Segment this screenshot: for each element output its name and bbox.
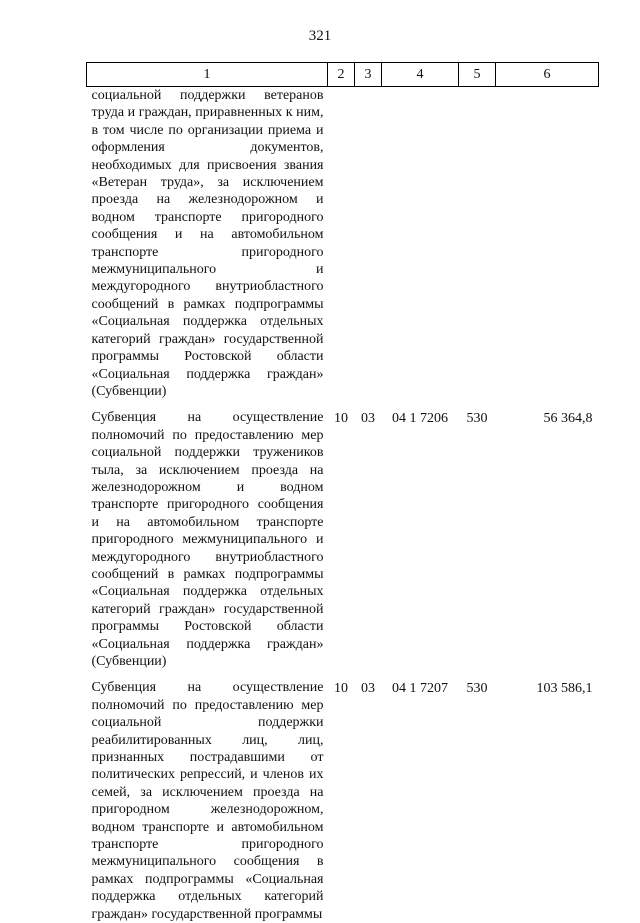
header-col-2: 2 bbox=[328, 63, 355, 87]
table-header-row bbox=[87, 63, 599, 87]
row-subsection: 03 bbox=[361, 411, 375, 427]
row-target-article: 04 1 7207 bbox=[392, 681, 448, 697]
row-section: 10 bbox=[334, 411, 348, 427]
row-expense-type: 530 bbox=[466, 411, 488, 427]
row-section: 10 bbox=[334, 681, 348, 697]
row-description: социальной поддержки ветеранов труда и граждан, приравненных к ним, в том числе по организации приема и оформления документов, необходимых для присвоения звания «Ветеран труда», за исключением проезда на железнодорожном и водном транспорте пригородного сообщения и на автомобильном транспорте пригородного межмуниципального и междугородного внутриобластного сообщений в рамках подпрограммы «Социальная поддержка отдельных категорий граждан» государственной программы Ростовской области «Социальная поддержка граждан» (Субвенции) bbox=[91, 88, 324, 399]
row-subsection: 03 bbox=[361, 681, 375, 697]
row-amount bbox=[496, 87, 599, 401]
row-description: Субвенция на осуществление полномочий по предоставлению мер социальной поддержки тружеников тыла, за исключением проезда на железнодорожном и водном транспорте пригородного сообщения и на автомобильном транспорте пригородного межмуниципального и междугородного внутриобластного сообщений в рамках подпрограммы «Социальная поддержка отдельных категорий граждан» государственной программы Ростовской области «Социальная поддержка граждан» (Субвенции) bbox=[91, 410, 324, 669]
row-expense-type: 530 bbox=[466, 681, 488, 697]
header-col-3: 3 bbox=[355, 63, 382, 87]
row-amount: 56 364,8 bbox=[543, 411, 593, 427]
row-section bbox=[328, 87, 355, 401]
row-expense-type bbox=[459, 87, 496, 401]
page-number: 321 bbox=[308, 28, 332, 44]
header-col-5: 5 bbox=[459, 63, 496, 87]
row-target-article bbox=[382, 87, 459, 401]
table-row bbox=[87, 670, 599, 923]
row-target-article: 04 1 7206 bbox=[392, 411, 448, 427]
header-col-6: 6 bbox=[496, 63, 599, 87]
table-row bbox=[87, 87, 599, 401]
header-col-4: 4 bbox=[382, 63, 459, 87]
budget-table bbox=[86, 62, 599, 923]
table-row bbox=[87, 400, 599, 670]
row-subsection bbox=[355, 87, 382, 401]
row-description: Субвенция на осуществление полномочий по предоставлению мер социальной поддержки реабилитированных лиц, лиц, признанных пострадавшими от политических репрессий, и членов их семей, за исключением проезда на пригородном железнодорожном, водном транспорте и автомобильном транспорте пригородного межмуниципального сообщения в рамках подпрограммы «Социальная поддержка отдельных категорий граждан» государственной программы bbox=[91, 680, 324, 922]
row-amount: 103 586,1 bbox=[536, 681, 593, 697]
header-col-1: 1 bbox=[87, 63, 328, 87]
